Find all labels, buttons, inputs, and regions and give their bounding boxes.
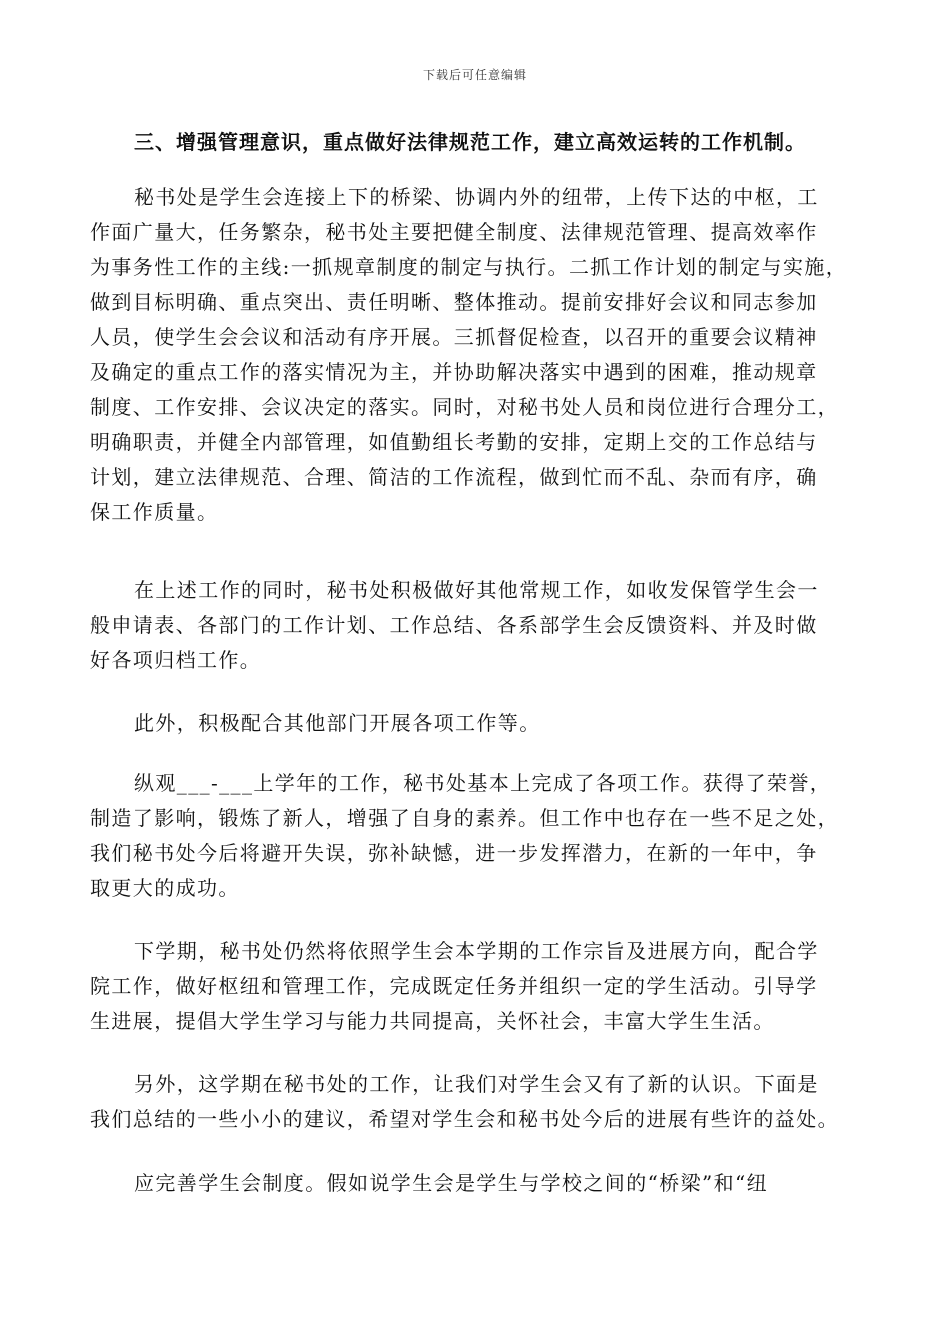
paragraph-line: 制造了影响，锻炼了新人，增强了自身的素养。但工作中也存在一些不足之处， xyxy=(90,806,839,830)
paragraph-line: 应完善学生会制度。假如说学生会是学生与学校之间的“桥梁”和“纽 xyxy=(134,1171,769,1195)
paragraph-duties xyxy=(90,180,870,530)
paragraph-line: 般申请表、各部门的工作计划、工作总结、各系部学生会反馈资料、并及时做 xyxy=(90,613,818,637)
section-heading: 三、增强管理意识，重点做好法律规范工作，建立高效运转的工作机制。 xyxy=(134,130,806,154)
paragraph-review xyxy=(90,766,870,906)
paragraph-line: 好各项归档工作。 xyxy=(90,648,262,672)
paragraph-line: 为事务性工作的主线:一抓规章制度的制定与执行。二抓工作计划的制定与实施， xyxy=(90,255,848,279)
paragraph-line: 做到目标明确、重点突出、责任明晰、整体推动。提前安排好会议和同志参加 xyxy=(90,290,818,314)
paragraph-routine-work xyxy=(90,573,870,678)
paragraph-line: 计划，建立法律规范、合理、简洁的工作流程，做到忙而不乱、杂而有序，确 xyxy=(90,465,818,489)
paragraph-line: 在上述工作的同时，秘书处积极做好其他常规工作，如收发保管学生会一 xyxy=(134,578,819,602)
paragraph-cooperation xyxy=(90,706,870,741)
paragraph-line: 纵观___-___上学年的工作，秘书处基本上完成了各项工作。获得了荣誉， xyxy=(134,771,832,795)
paragraph-line: 我们秘书处今后将避开失误，弥补缺憾，进一步发挥潜力，在新的一年中，争 xyxy=(90,841,818,865)
paragraph-line: 人员，使学生会会议和活动有序开展。三抓督促检查，以召开的重要会议精神 xyxy=(90,325,818,349)
paragraph-line: 明确职责，并健全内部管理，如值勤组长考勤的安排，定期上交的工作总结与 xyxy=(90,430,818,454)
paragraph-line: 院工作，做好枢纽和管理工作，完成既定任务并组织一定的学生活动。引导学 xyxy=(90,974,818,998)
paragraph-line: 保工作质量。 xyxy=(90,500,219,524)
paragraph-next-term xyxy=(90,934,870,1039)
paragraph-line: 生进展，提倡大学生学习与能力共同提高，关怀社会，丰富大学生生活。 xyxy=(90,1009,775,1033)
paragraph-line: 及确定的重点工作的落实情况为主，并协助解决落实中遇到的困难，推动规章 xyxy=(90,360,818,384)
paragraph-improve-system xyxy=(90,1166,870,1201)
paragraph-line: 秘书处是学生会连接上下的桥梁、协调内外的纽带，上传下达的中枢，工 xyxy=(134,185,819,209)
paragraph-line: 此外，积极配合其他部门开展各项工作等。 xyxy=(134,711,541,735)
paragraph-suggestions xyxy=(90,1067,870,1137)
paragraph-line: 作面广量大，任务繁杂，秘书处主要把健全制度、法律规范管理、提高效率作 xyxy=(90,220,818,244)
paragraph-line: 下学期，秘书处仍然将依照学生会本学期的工作宗旨及进展方向，配合学 xyxy=(134,939,819,963)
paragraph-line: 取更大的成功。 xyxy=(90,876,240,900)
paragraph-line: 制度、工作安排、会议决定的落实。同时，对秘书处人员和岗位进行合理分工， xyxy=(90,395,839,419)
paragraph-line: 另外，这学期在秘书处的工作，让我们对学生会又有了新的认识。下面是 xyxy=(134,1072,819,1096)
header-note: 下载后可任意编辑 xyxy=(422,68,527,82)
paragraph-line: 我们总结的一些小小的建议，希望对学生会和秘书处今后的进展有些许的益处。 xyxy=(90,1107,839,1131)
